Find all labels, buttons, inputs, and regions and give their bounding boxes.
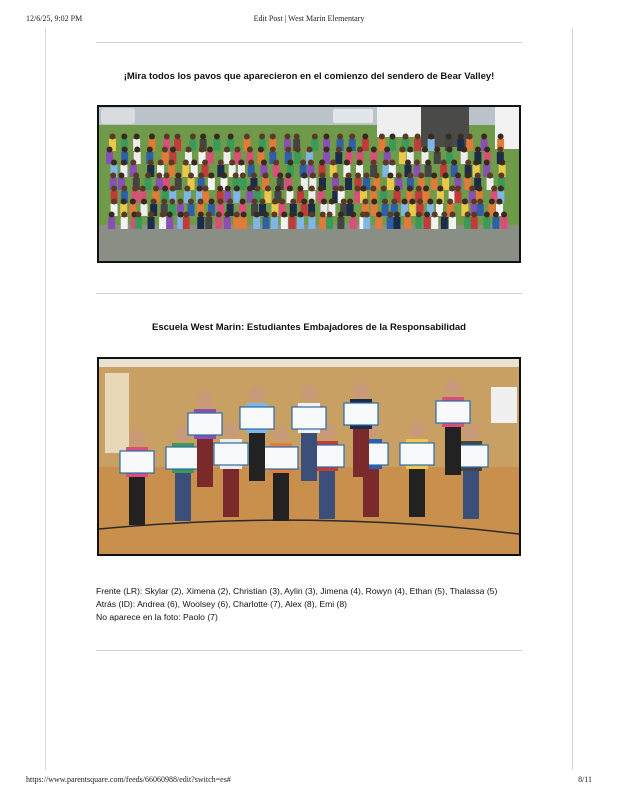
divider-middle bbox=[96, 293, 522, 294]
group-photo-ambassadors bbox=[97, 357, 521, 556]
print-datetime: 12/6/25, 9:02 PM bbox=[26, 14, 83, 23]
divider-top bbox=[96, 42, 522, 43]
post-heading-ambassadors: Escuela West Marin: Estudiantes Embajadores de la Responsabilidad bbox=[152, 322, 466, 333]
caption-line-absent: No aparece en la foto: Paolo (7) bbox=[96, 612, 218, 622]
page-border-left bbox=[45, 28, 46, 770]
group-photo-turkeys bbox=[97, 105, 521, 263]
print-header bbox=[0, 14, 618, 26]
page-border-right bbox=[572, 28, 573, 770]
print-url: https://www.parentsquare.com/feeds/66060988/edit?switch=es# bbox=[26, 775, 231, 784]
print-page-title: Edit Post | West Marin Elementary bbox=[253, 14, 365, 23]
post-heading-turkeys: ¡Mira todos los pavos que aparecieron en el comienzo del sendero de Bear Valley! bbox=[123, 71, 495, 82]
caption-line-front: Frente (LR): Skylar (2), Ximena (2), Christian (3), Aylin (3), Jimena (4), Rowyn (4), Ethan (5), Thalassa (5) bbox=[96, 586, 498, 596]
caption-line-back: Atrás (ID): Andrea (6), Woolsey (6), Charlotte (7), Alex (8), Emi (8) bbox=[96, 599, 348, 609]
print-footer bbox=[0, 775, 618, 787]
divider-bottom bbox=[96, 650, 522, 651]
print-page-number: 8/11 bbox=[578, 775, 592, 784]
photo-caption bbox=[96, 585, 526, 624]
